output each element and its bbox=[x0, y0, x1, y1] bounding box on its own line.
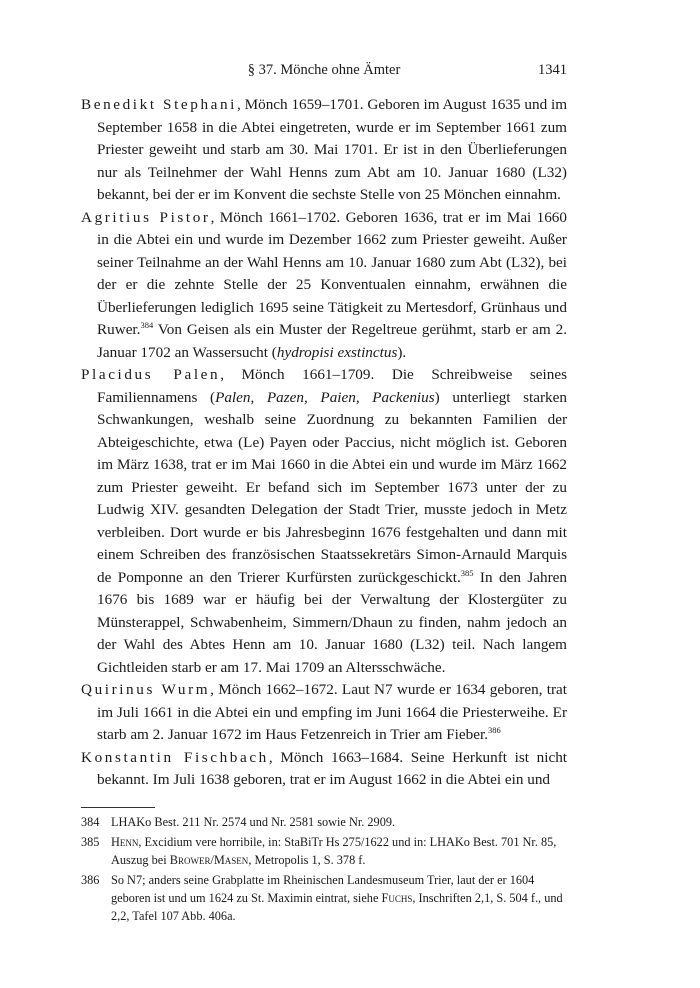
footnote-ref[interactable]: 386 bbox=[488, 725, 501, 735]
footnote-386 bbox=[81, 871, 567, 925]
footnote-number: 385 bbox=[81, 834, 100, 849]
footnote-author: Henn bbox=[111, 834, 139, 849]
entry-text: ) unterliegt starken Schwankungen, weshalb seine Zuordnung zu bekannten Familien der Abteigeschichte, etwa (Le) Payen oder Paccius, nicht möglich ist. Geboren im März 1638, trat er im Mai 1660 in die Abtei ein und wurde im März 1662 zum Priester geweiht. Er befand sich im September 1673 unter der zu Ludwig XIV. gesandten Delegation der Stadt Trier, musste jedoch in Metz verbleiben. Dort wurde er bis Jahresbeginn 1676 festgehalten und dann mit einem Schreiben des französischen Staatssekretärs Simon-Arnauld Marquis de Pomponne an den Trierer Kurfürsten zurückgeschickt. bbox=[97, 388, 567, 586]
entry-italic-text: Palen, Pazen, Paien, Packenius bbox=[215, 388, 435, 406]
section-title: § 37. Mönche ohne Ämter bbox=[247, 62, 401, 78]
footnotes bbox=[81, 813, 567, 925]
entry-name: Benedikt Stephani bbox=[81, 96, 237, 113]
footnote-text: , Metropolis 1, S. 378 f. bbox=[248, 852, 366, 867]
running-header bbox=[81, 62, 567, 84]
entry-text: , Mönch 1659–1701. Geboren im August 1635 und im September 1658 in die Abtei eingetreten, wurde er im September 1661 zum Priester geweiht und starb am 30. Mai 1701. Er ist in den Überlieferungen nur als Teilnehmer der Wahl Henns zum Abt am 10. Januar 1680 (L32) bekannt, bei der er im Konvent die sechste Stelle von 25 Mönchen einnahm. bbox=[97, 96, 568, 203]
footnote-author: Brower/Masen bbox=[169, 852, 249, 867]
main-text bbox=[81, 94, 567, 792]
footnote-number: 386 bbox=[81, 872, 100, 887]
page-number: 1341 bbox=[538, 62, 567, 78]
entry-name: Quirinus Wurm bbox=[81, 681, 211, 698]
footnote-author: Fuchs bbox=[381, 890, 413, 905]
footnote-ref[interactable]: 384 bbox=[140, 320, 154, 330]
entry-name: Agritius Pistor bbox=[81, 208, 211, 226]
entry-quirinus-wurm bbox=[81, 679, 567, 747]
entry-text: ). bbox=[397, 343, 407, 361]
entry-text: , Mönch 1663–1684. Seine Herkunft ist nicht bekannt. Im Juli 1638 geboren, trat er im August 1662 in die Abtei ein und bbox=[97, 748, 568, 788]
entry-text: , Mönch 1662–1672. Laut N7 wurde er 1634 geboren, trat im Juli 1661 in die Abtei ein und empfing im Juni 1664 die Priesterweihe. Er starb am 2. Januar 1672 im Haus Fetzenreich in Trier am Fieber. bbox=[97, 681, 568, 743]
entry-text: , Mönch 1661–1709. Die Schreibweise seines Familiennamens ( bbox=[97, 366, 568, 406]
book-page bbox=[81, 62, 567, 927]
footnote-text: LHAKo Best. 211 Nr. 2574 und Nr. 2581 sowie Nr. 2909. bbox=[111, 814, 396, 829]
footnote-text: So N7; anders seine Grabplatte im Rheinischen Landesmuseum Trier, laut der er 1604 geboren ist und um 1624 zu St. Maximin eintrat, siehe bbox=[111, 872, 535, 905]
entry-text: In den Jahren 1676 bis 1689 war er häufig bei der Verwaltung der Klostergüter zu Münsterappel, Schwabenheim, Simmern/Dhaun zu finden, nahm jedoch an der Wahl des Abtes Henn am 10. Januar 1680 (L32) teil. Nach langem Gichtleiden starb er am 17. Mai 1709 an Altersschwäche. bbox=[97, 568, 567, 676]
entry-italic-text: hydropisi exstinctus bbox=[276, 343, 398, 361]
footnote-385 bbox=[81, 833, 567, 869]
entry-name: Placidus Palen bbox=[81, 366, 221, 383]
entry-konstantin-fischbach bbox=[81, 747, 567, 792]
entry-agritius-pistor bbox=[81, 207, 567, 365]
footnote-384 bbox=[81, 813, 567, 831]
entry-text: , Mönch 1661–1702. Geboren 1636, trat er im Mai 1660 in die Abtei ein und wurde im Dezember 1662 zum Priester geweiht. Außer seiner Teilnahme an der Wahl Henns am 10. Januar 1680 zum Abt (L32), bei der er die zehnte Stelle der 25 Konventualen einnahm, erwähnen die Überlieferungen lediglich 1695 seine Tätigkeit zu Mertesdorf, Grünhaus und Ruwer. bbox=[97, 208, 567, 338]
entry-text: Von Geisen als ein Muster der Regeltreue gerühmt, starb er am 2. Januar 1702 an Wassersucht ( bbox=[97, 321, 567, 361]
footnote-divider bbox=[81, 807, 155, 808]
entry-benedikt-stephani bbox=[81, 94, 567, 207]
footnote-text: , Excidium vere horribile, in: StaBiTr Hs 275/1622 und in: LHAKo Best. 701 Nr. 85, Auszug bei bbox=[111, 834, 557, 867]
footnote-number: 384 bbox=[81, 814, 100, 829]
footnote-ref[interactable]: 385 bbox=[460, 567, 474, 578]
footnote-text: , Inschriften 2,1, S. 504 f., und 2,2, Tafel 107 Abb. 406a. bbox=[111, 890, 563, 923]
entry-placidus-palen bbox=[81, 364, 567, 679]
entry-name: Konstantin Fischbach bbox=[81, 748, 269, 766]
